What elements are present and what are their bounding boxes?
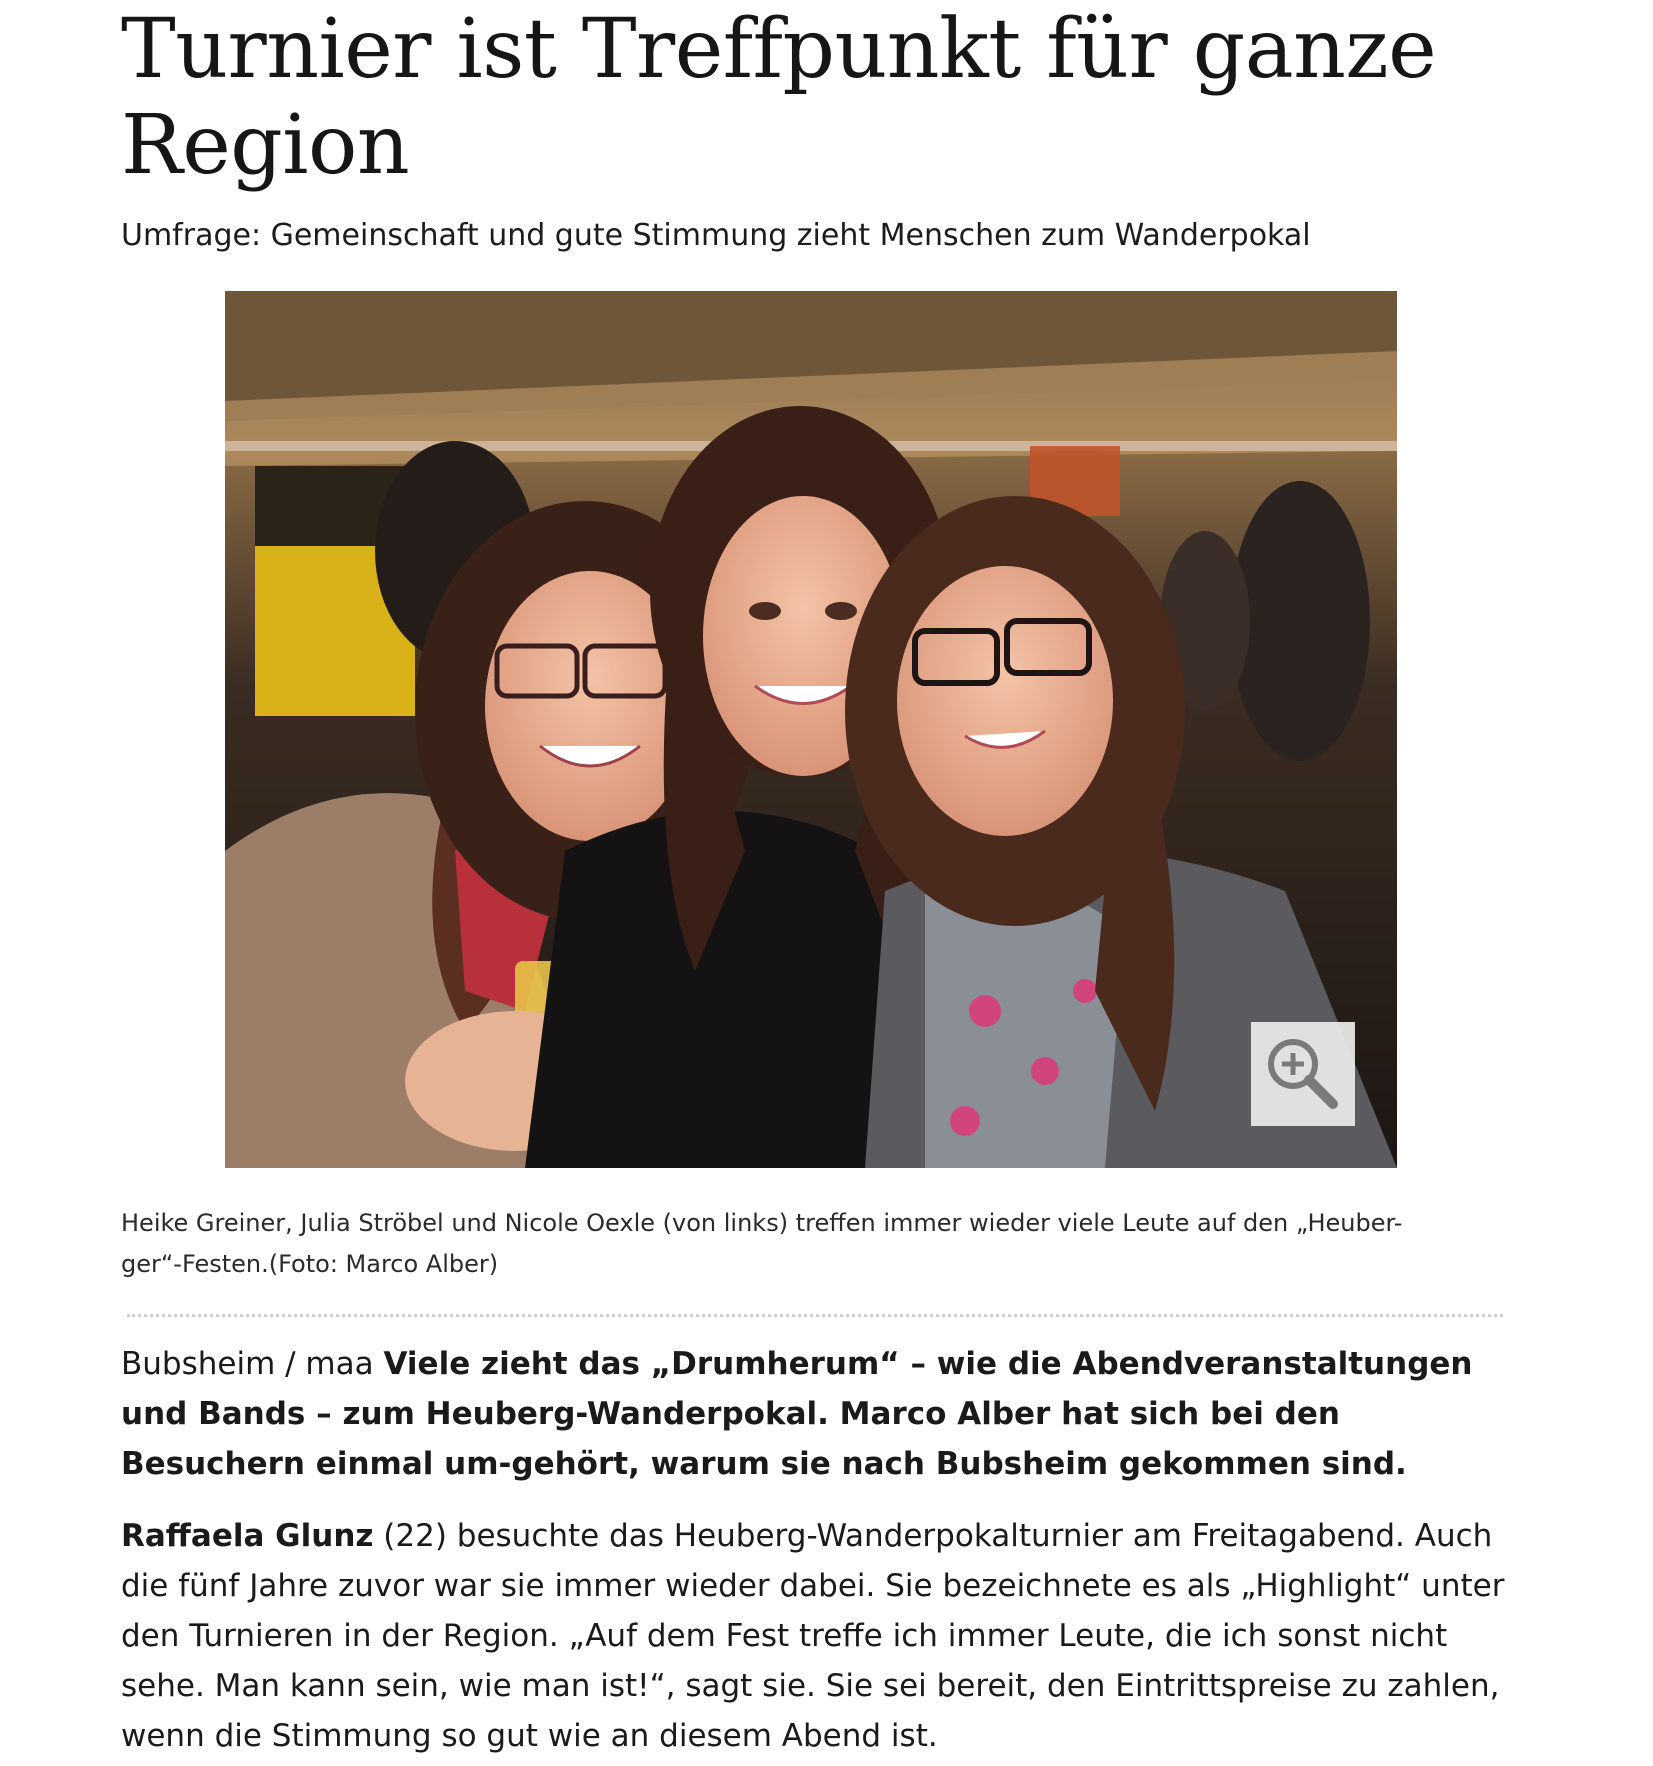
lead-paragraph: [121, 1339, 1511, 1489]
article-headline: Turnier ist Treffpunkt für ganze Region: [121, 2, 1437, 193]
section-divider: [127, 1314, 1503, 1317]
interviewee-name: Raffaela Glunz: [121, 1518, 374, 1554]
article-body: [121, 1339, 1511, 1761]
article: [121, 0, 1506, 256]
lead-text: Viele zieht das „Drumherum“ – wie die Abendveranstaltungen und Bands – zum Heuberg-Wanderpokal. Marco Alber hat sich bei den Besuchern einmal um-gehört, warum sie nach Bubsheim gekommen sind.: [121, 1346, 1473, 1482]
body-paragraph: [121, 1511, 1511, 1761]
dateline: Bubsheim / maa: [121, 1346, 384, 1382]
article-photo[interactable]: [225, 291, 1397, 1168]
photo-zoom-button[interactable]: [1251, 1022, 1355, 1126]
article-subline: Umfrage: Gemeinschaft und gute Stimmung zieht Menschen zum Wanderpokal: [121, 218, 1311, 253]
zoom-in-icon: [1251, 1022, 1355, 1126]
paragraph-text: (22) besuchte das Heuberg-Wanderpokalturnier am Freitagabend. Auch die fünf Jahre zuvor war sie immer wieder dabei. Sie bezeichnete es als „Highlight“ unter den Turnieren in der Region. „Auf dem Fest treffe ich immer Leute, die ich sonst nicht sehe. Man kann sein, wie man ist!“, sagt sie. Sie sei bereit, den Eintrittspreise zu zahlen, wenn die Stimmung so gut wie an diesem Abend ist.: [121, 1518, 1505, 1754]
photo-illustration: [225, 291, 1397, 1168]
photo-caption: Heike Greiner, Julia Ströbel und Nicole Oexle (von links) treffen immer wieder viele Leute auf den „Heuber-ger“-Festen.(Foto: Marco Alber): [121, 1209, 1403, 1278]
